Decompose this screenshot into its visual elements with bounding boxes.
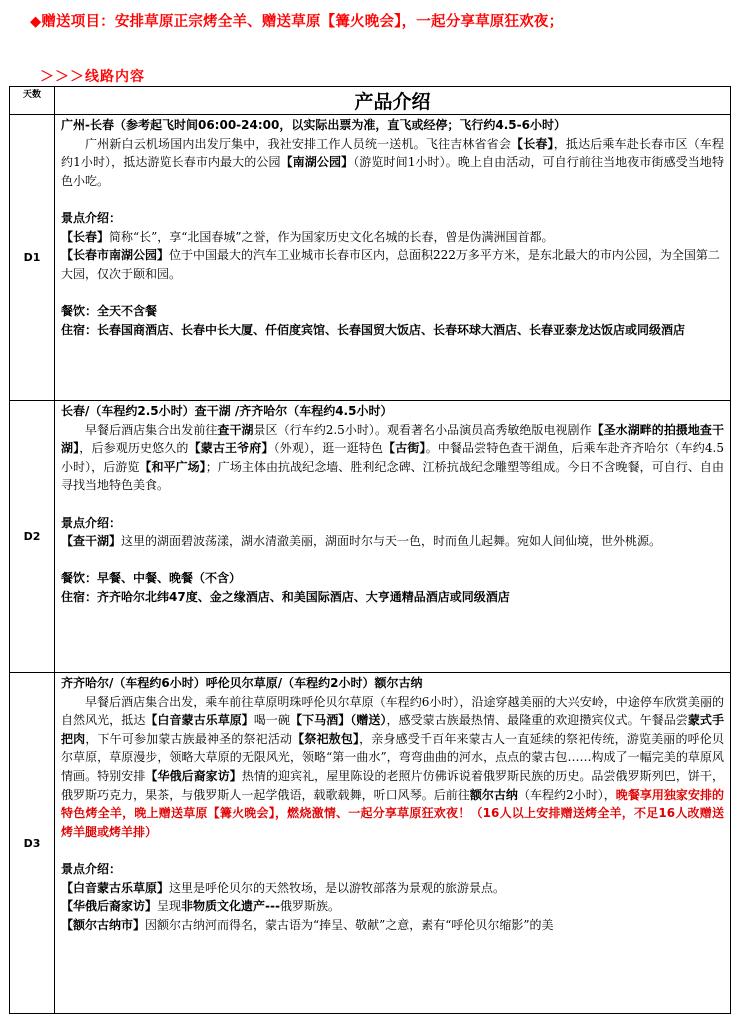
attraction-intro: 【额尔古纳市】因额尔古纳河而得名，蒙古语为“捧呈、敬献”之意，素有“呼伦贝尔缩影”的美	[61, 917, 554, 932]
intro-heading: 景点介绍：	[61, 861, 122, 876]
day-title: 广州-长春（参考起飞时间06:00-24:00，以实际出票为准，直飞或经停；飞行约4.5-6小时）	[61, 118, 566, 132]
hotel-info: 住宿：齐齐哈尔北纬47度、金之缘酒店、和美国际酒店、大亨通精品酒店或同级酒店	[61, 589, 510, 604]
day-label: D3	[10, 673, 55, 1014]
itinerary-row-d1	[10, 115, 731, 401]
day-description: 早餐后酒店集合出发前往查干湖景区（行车约2.5小时）。观看著名小品演员高秀敏绝版电视剧作【圣水湖畔的拍摄地查干湖】，后参观历史悠久的【蒙古王爷府】（外观），逛一逛特色【古街】。中餐品尝特色查干湖鱼，后乘车赴齐齐哈尔（车约4.5小时），后游览【和平广场】；广场主体由抗战纪念墙、胜利纪念碑、江桥抗战纪念雕塑等组成。今日不含晚餐，可自行、自由寻找当地特色美食。	[61, 422, 724, 493]
attraction-intro: 【华俄后裔家访】呈现非物质文化遗产---俄罗斯族。	[61, 899, 340, 914]
meal-info: 餐饮：早餐、中餐、晚餐（不含）	[61, 571, 242, 586]
highlight-red-text: 晚餐享用独家安排的特色烤全羊，晚上赠送草原【篝火晚会】，燃烧激情、一起分享草原狂欢夜！（16人以上安排赠送烤全羊，不足16人改赠送烤羊腿或烤羊排）	[61, 787, 724, 839]
table-header-row	[10, 87, 731, 115]
meal-info: 餐饮：全天不含餐	[61, 303, 158, 318]
attraction-intro: 【长春】简称“长”，享“北国春城”之誉，作为国家历史文化名城的长春，曾是伪满洲国首都。	[61, 229, 554, 244]
attraction-intro: 【白音蒙古乐草原】这里是呼伦贝尔的天然牧场，是以游牧部落为景观的旅游景点。	[61, 880, 506, 895]
day-label: D1	[10, 115, 55, 401]
day-content	[55, 401, 731, 673]
hotel-info: 住宿：长春国商酒店、长春中长大厦、仟佰度宾馆、长春国贸大饭店、长春环球大酒店、长春亚泰龙达饭店或同级酒店	[61, 322, 686, 337]
intro-heading: 景点介绍：	[61, 210, 122, 225]
column-header-intro: 产品介绍	[55, 87, 731, 115]
day-description: 广州新白云机场国内出发厅集中，我社安排工作人员统一送机。飞往吉林省省会【长春】，抵达后乘车赴长春市区（车程约1小时），抵达游览长春市内最大的公园【南湖公园】（游览时间1小时）。晚上自由活动，可自行前往当地夜市街感受当地特色小吃。	[61, 136, 724, 188]
intro-heading: 景点介绍：	[61, 515, 122, 530]
day-title: 长春/（车程约2.5小时）查干湖 /齐齐哈尔（车程约4.5小时）	[61, 404, 393, 418]
day-title: 齐齐哈尔/（车程约6小时）呼伦贝尔草原/（车程约2小时）额尔古纳	[61, 676, 423, 690]
attraction-intro: 【长春市南湖公园】位于中国最大的汽车工业城市长春市区内，总面积222万多平方米，是东北最大的市内公园，为全国第二大园，仅次于颐和园。	[61, 248, 720, 281]
itinerary-table	[9, 86, 731, 1014]
day-content	[55, 115, 731, 401]
itinerary-row-d2	[10, 401, 731, 673]
gift-banner: ◆赠送项目：安排草原正宗烤全羊、赠送草原【篝火晚会】，一起分享草原狂欢夜；	[30, 14, 564, 30]
day-description: 早餐后酒店集合出发，乘车前往草原明珠呼伦贝尔草原（车程约6小时），沿途穿越美丽的大兴安岭，中途停车欣赏美丽的自然风光，抵达【白音蒙古乐草原】喝一碗【下马酒】（赠送），感受蒙古族最热情、最隆重的欢迎攒宾仪式。午餐品尝蒙式手把肉，下午可参加蒙古族最神圣的祭祀活动【祭祀敖包】，亲身感受千百年来蒙古人一直延续的祭祀传统，游览美丽的呼伦贝尔草原，草原漫步，领略大草原的无限风光，领略“第一曲水”，弯弯曲曲的河水，点点的蒙古包……构成了一幅完美的草原风情画。特别安排【华俄后裔家访】热情的迎宾礼，屋里陈设的老照片仿佛诉说着俄罗斯民族的历史。品尝俄罗斯列巴，饼干，俄罗斯巧克力，果茶，与俄罗斯人一起学俄语，载歌载舞，听口风琴。后前往额尔古纳（车程约2小时），晚餐享用独家安排的特色烤全羊，晚上赠送草原【篝火晚会】，燃烧激情、一起分享草原狂欢夜！（16人以上安排赠送烤全羊，不足16人改赠送烤羊腿或烤羊排）	[61, 694, 724, 839]
attraction-intro: 【查干湖】这里的湖面碧波荡漾，湖水清澈美丽，湖面时尔与天一色，时而鱼儿起舞。宛如人间仙境，世外桃源。	[61, 534, 662, 549]
route-section-title: ＞＞＞线路内容	[40, 69, 145, 85]
itinerary-row-d3	[10, 673, 731, 1014]
day-label: D2	[10, 401, 55, 673]
day-content	[55, 673, 731, 1014]
column-header-day: 天数	[10, 87, 55, 115]
